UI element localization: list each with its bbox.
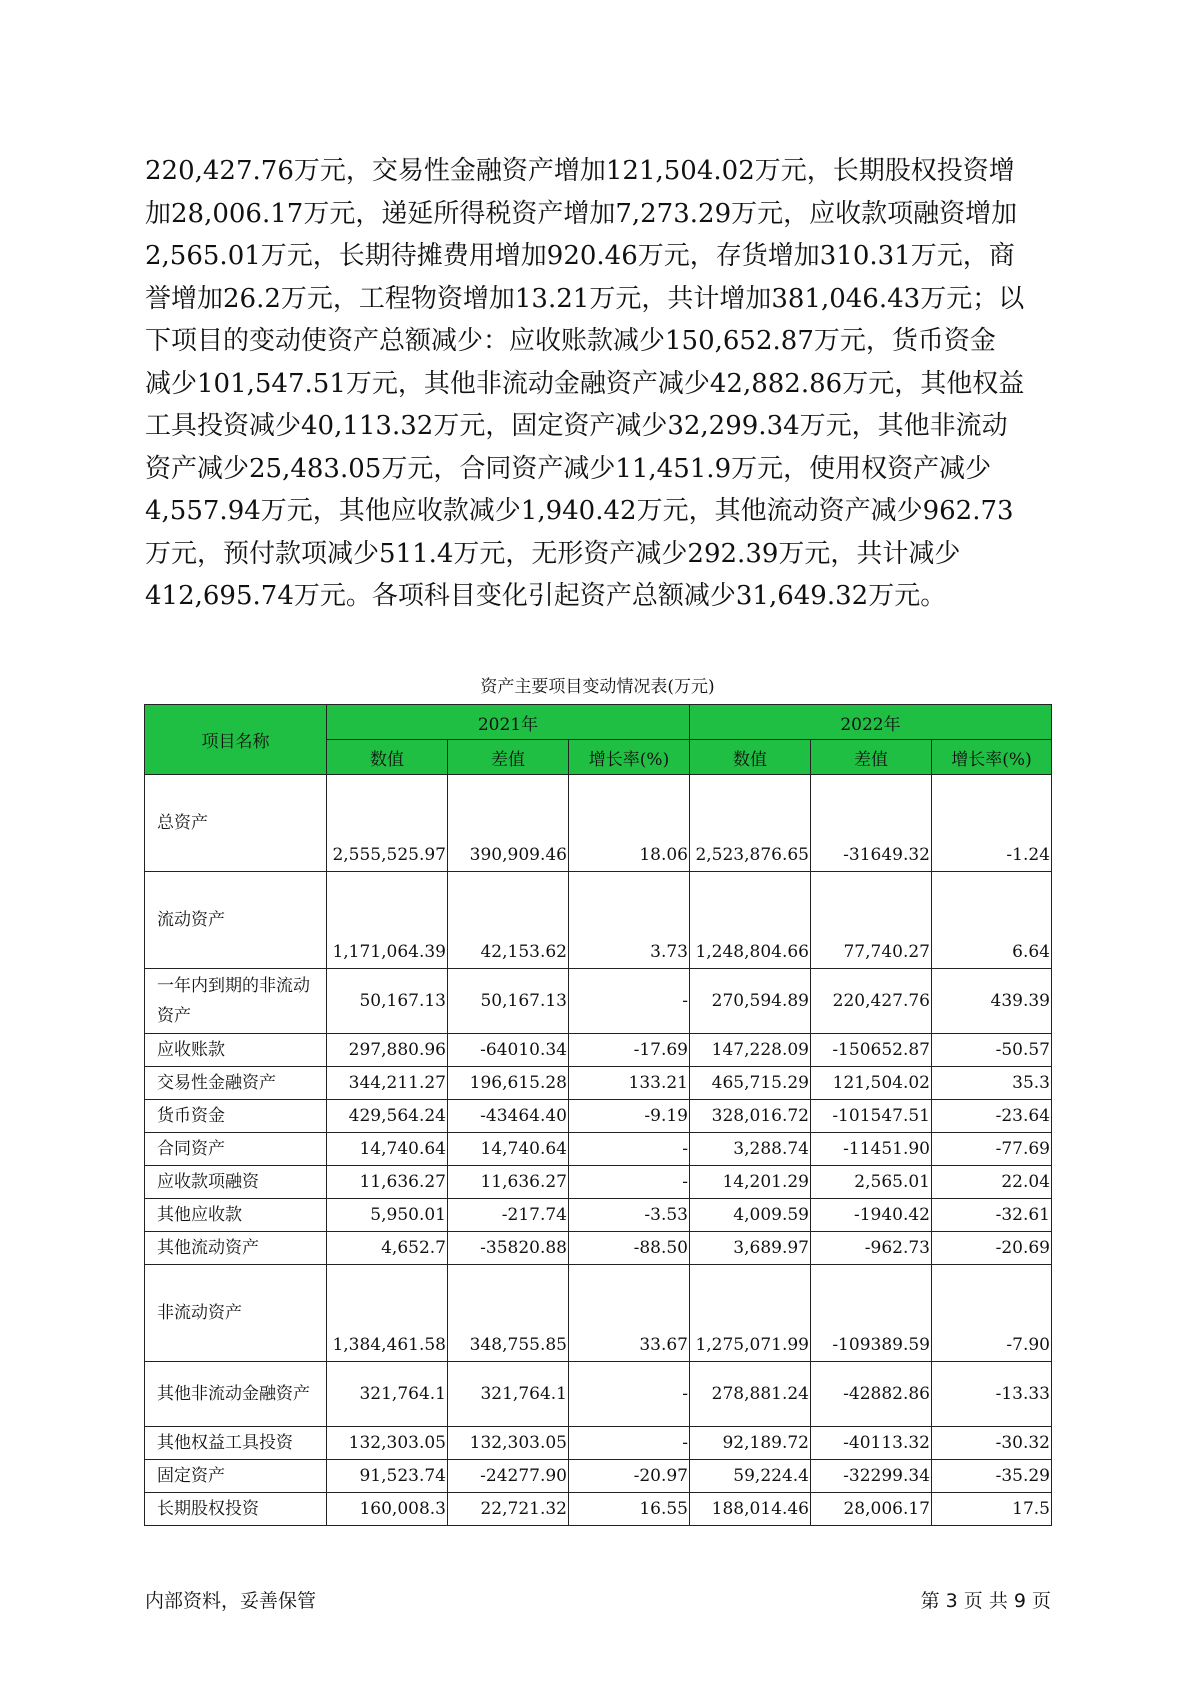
- table-cell: 33.67: [569, 1265, 690, 1362]
- row-label: 其他非流动金融资产: [145, 1362, 327, 1427]
- table-cell: 11,636.27: [448, 1166, 569, 1199]
- table-cell: 160,008.3: [327, 1493, 448, 1526]
- table-cell: -32299.34: [811, 1460, 932, 1493]
- table-cell: 121,504.02: [811, 1067, 932, 1100]
- table-cell: 278,881.24: [690, 1362, 811, 1427]
- table-cell: 328,016.72: [690, 1100, 811, 1133]
- table-cell: -3.53: [569, 1199, 690, 1232]
- table-cell: -43464.40: [448, 1100, 569, 1133]
- paragraph-line: 工具投资减少40,113.32万元，固定资产减少32,299.34万元，其他非流动: [145, 411, 1008, 441]
- header-growth: 增长率(%): [932, 740, 1052, 775]
- table-cell: -1940.42: [811, 1199, 932, 1232]
- table-cell: -109389.59: [811, 1265, 932, 1362]
- row-label: 流动资产: [145, 872, 327, 969]
- table-cell: -1.24: [932, 775, 1052, 872]
- header-diff: 差值: [811, 740, 932, 775]
- paragraph-line: 下项目的变动使资产总额减少：应收账款减少150,652.87万元，货币资金: [145, 326, 996, 356]
- paragraph-line: 誉增加26.2万元，工程物资增加13.21万元，共计增加381,046.43万元；以: [145, 283, 1025, 314]
- table-cell: 77,740.27: [811, 872, 932, 969]
- table-cell: -150652.87: [811, 1034, 932, 1067]
- row-label: 其他应收款: [145, 1199, 327, 1232]
- table-cell: 50,167.13: [448, 969, 569, 1034]
- table-cell: 132,303.05: [327, 1427, 448, 1460]
- paragraph-line: 万元，预付款项减少511.4万元，无形资产减少292.39万元，共计减少: [145, 538, 961, 569]
- table-row: [145, 1199, 1052, 1232]
- table-cell: -32.61: [932, 1199, 1052, 1232]
- table-cell: -: [569, 1133, 690, 1166]
- table-cell: 133.21: [569, 1067, 690, 1100]
- table-row: [145, 1460, 1052, 1493]
- table-row: [145, 1265, 1052, 1362]
- table-cell: -35.29: [932, 1460, 1052, 1493]
- table-cell: 18.06: [569, 775, 690, 872]
- table-cell: -40113.32: [811, 1427, 932, 1460]
- table-cell: -50.57: [932, 1034, 1052, 1067]
- footer-page-number: 第 3 页 共 9 页: [920, 1590, 1051, 1612]
- footer-confidential: 内部资料，妥善保管: [145, 1590, 317, 1612]
- table-cell: 220,427.76: [811, 969, 932, 1034]
- row-label: 交易性金融资产: [145, 1067, 327, 1100]
- table-cell: 28,006.17: [811, 1493, 932, 1526]
- table-cell: 22,721.32: [448, 1493, 569, 1526]
- table-cell: -88.50: [569, 1232, 690, 1265]
- header-value: 数值: [690, 740, 811, 775]
- table-cell: 3,288.74: [690, 1133, 811, 1166]
- table-cell: 35.3: [932, 1067, 1052, 1100]
- table-cell: 5,950.01: [327, 1199, 448, 1232]
- table-row: [145, 1133, 1052, 1166]
- table-cell: -23.64: [932, 1100, 1052, 1133]
- row-label: 合同资产: [145, 1133, 327, 1166]
- table-cell: -20.69: [932, 1232, 1052, 1265]
- row-label: 长期股权投资: [145, 1493, 327, 1526]
- table-cell: 3,689.97: [690, 1232, 811, 1265]
- table-cell: 14,740.64: [448, 1133, 569, 1166]
- asset-change-table: [144, 704, 1052, 1526]
- table-cell: -13.33: [932, 1362, 1052, 1427]
- table-cell: 1,248,804.66: [690, 872, 811, 969]
- table-cell: -217.74: [448, 1199, 569, 1232]
- table-cell: 2,523,876.65: [690, 775, 811, 872]
- table-cell: 92,189.72: [690, 1427, 811, 1460]
- paragraph-line: 资产减少25,483.05万元，合同资产减少11,451.9万元，使用权资产减少: [145, 453, 992, 484]
- row-label: 其他流动资产: [145, 1232, 327, 1265]
- table-cell: -: [569, 1166, 690, 1199]
- table-cell: -31649.32: [811, 775, 932, 872]
- header-item-name: 项目名称: [145, 705, 327, 775]
- table-cell: 270,594.89: [690, 969, 811, 1034]
- paragraph-line: 220,427.76万元，交易性金融资产增加121,504.02万元，长期股权投资增: [145, 156, 1015, 186]
- table-cell: 42,153.62: [448, 872, 569, 969]
- table-row: [145, 872, 1052, 969]
- table-cell: 4,652.7: [327, 1232, 448, 1265]
- table-cell: -962.73: [811, 1232, 932, 1265]
- paragraph-line: 2,565.01万元，长期待摊费用增加920.46万元，存货增加310.31万元，商: [145, 241, 1015, 271]
- table-cell: 132,303.05: [448, 1427, 569, 1460]
- table-cell: 1,275,071.99: [690, 1265, 811, 1362]
- table-cell: -77.69: [932, 1133, 1052, 1166]
- table-cell: -9.19: [569, 1100, 690, 1133]
- table-cell: 1,171,064.39: [327, 872, 448, 969]
- table-cell: 1,384,461.58: [327, 1265, 448, 1362]
- header-growth: 增长率(%): [569, 740, 690, 775]
- table-cell: 348,755.85: [448, 1265, 569, 1362]
- table-cell: -11451.90: [811, 1133, 932, 1166]
- table-cell: 429,564.24: [327, 1100, 448, 1133]
- table-cell: 14,201.29: [690, 1166, 811, 1199]
- row-label: 一年内到期的非流动资产: [145, 969, 327, 1034]
- table-cell: -17.69: [569, 1034, 690, 1067]
- table-cell: 16.55: [569, 1493, 690, 1526]
- row-label: 总资产: [145, 775, 327, 872]
- row-label: 非流动资产: [145, 1265, 327, 1362]
- table-cell: 147,228.09: [690, 1034, 811, 1067]
- table-cell: 4,009.59: [690, 1199, 811, 1232]
- table-cell: 465,715.29: [690, 1067, 811, 1100]
- header-value: 数值: [327, 740, 448, 775]
- table-row: [145, 1362, 1052, 1427]
- table-cell: -20.97: [569, 1460, 690, 1493]
- table-cell: 439.39: [932, 969, 1052, 1034]
- table-row: [145, 1100, 1052, 1133]
- table-row: [145, 1427, 1052, 1460]
- table-cell: 6.64: [932, 872, 1052, 969]
- header-year-2022: 2022年: [690, 705, 1052, 740]
- paragraph-line: 4,557.94万元，其他应收款减少1,940.42万元，其他流动资产减少962.73: [145, 496, 1014, 526]
- table-cell: -: [569, 1362, 690, 1427]
- table-row: [145, 969, 1052, 1034]
- table-row: [145, 1493, 1052, 1526]
- table-cell: -7.90: [932, 1265, 1052, 1362]
- table-cell: 11,636.27: [327, 1166, 448, 1199]
- row-label: 应收账款: [145, 1034, 327, 1067]
- paragraph-line: 412,695.74万元。各项科目变化引起资产总额减少31,649.32万元。: [145, 581, 947, 611]
- table-cell: -35820.88: [448, 1232, 569, 1265]
- table-cell: 17.5: [932, 1493, 1052, 1526]
- table-cell: 50,167.13: [327, 969, 448, 1034]
- table-cell: 2,555,525.97: [327, 775, 448, 872]
- row-label: 应收款项融资: [145, 1166, 327, 1199]
- paragraph-line: 减少101,547.51万元，其他非流动金融资产减少42,882.86万元，其他权益: [145, 368, 1025, 399]
- table-cell: -101547.51: [811, 1100, 932, 1133]
- table-cell: -42882.86: [811, 1362, 932, 1427]
- table-cell: -30.32: [932, 1427, 1052, 1460]
- table-row: [145, 1067, 1052, 1100]
- table-cell: 14,740.64: [327, 1133, 448, 1166]
- table-cell: 321,764.1: [448, 1362, 569, 1427]
- table-row: [145, 1034, 1052, 1067]
- table-row: [145, 775, 1052, 872]
- table-cell: 297,880.96: [327, 1034, 448, 1067]
- table-caption: 资产主要项目变动情况表(万元): [480, 677, 715, 697]
- row-label: 固定资产: [145, 1460, 327, 1493]
- table-cell: 3.73: [569, 872, 690, 969]
- header-diff: 差值: [448, 740, 569, 775]
- paragraph-line: 加28,006.17万元，递延所得税资产增加7,273.29万元，应收款项融资增加: [145, 198, 1018, 229]
- table-cell: 321,764.1: [327, 1362, 448, 1427]
- table-cell: 91,523.74: [327, 1460, 448, 1493]
- table-cell: 390,909.46: [448, 775, 569, 872]
- table-cell: -: [569, 969, 690, 1034]
- table-row: [145, 1166, 1052, 1199]
- table-cell: 196,615.28: [448, 1067, 569, 1100]
- table-cell: 188,014.46: [690, 1493, 811, 1526]
- table-cell: -64010.34: [448, 1034, 569, 1067]
- table-cell: -24277.90: [448, 1460, 569, 1493]
- row-label: 其他权益工具投资: [145, 1427, 327, 1460]
- row-label: 货币资金: [145, 1100, 327, 1133]
- body-paragraph: [145, 150, 1050, 618]
- table-cell: 2,565.01: [811, 1166, 932, 1199]
- table-cell: 344,211.27: [327, 1067, 448, 1100]
- table-cell: 22.04: [932, 1166, 1052, 1199]
- table-cell: -: [569, 1427, 690, 1460]
- table-cell: 59,224.4: [690, 1460, 811, 1493]
- table-row: [145, 1232, 1052, 1265]
- header-year-2021: 2021年: [327, 705, 690, 740]
